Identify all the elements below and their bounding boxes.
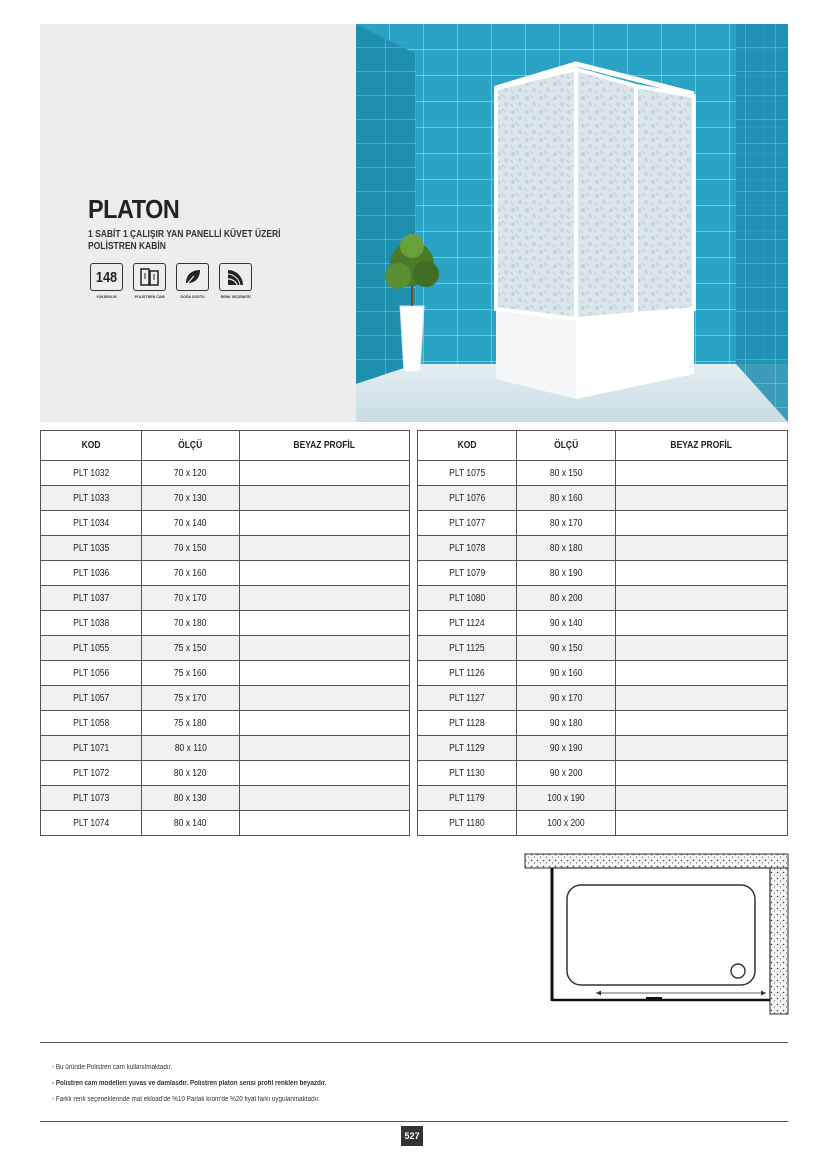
cell-beyaz-profil (616, 461, 788, 486)
cell-olcu: 80 x 130 (142, 786, 240, 811)
table-row (418, 711, 788, 736)
table-row (41, 761, 410, 786)
cell-beyaz-profil (240, 586, 410, 611)
cell-kod: PLT 1071 (41, 736, 142, 761)
cell-beyaz-profil (616, 761, 788, 786)
cell-beyaz-profil (616, 786, 788, 811)
cell-beyaz-profil (240, 661, 410, 686)
table-row (41, 636, 410, 661)
feature-color (217, 263, 254, 299)
cell-beyaz-profil (616, 711, 788, 736)
cell-olcu: 100 x 200 (517, 811, 616, 836)
cell-olcu: 70 x 170 (142, 586, 240, 611)
table-row (418, 586, 788, 611)
divider-top (40, 1042, 788, 1043)
cell-olcu: 90 x 160 (517, 661, 616, 686)
cell-beyaz-profil (240, 786, 410, 811)
cell-beyaz-profil (240, 486, 410, 511)
table-row (41, 686, 410, 711)
table-row (41, 586, 410, 611)
cell-beyaz-profil (240, 461, 410, 486)
table-row (418, 636, 788, 661)
cell-beyaz-profil (616, 661, 788, 686)
cell-beyaz-profil (616, 811, 788, 836)
cell-beyaz-profil (240, 736, 410, 761)
product-photo (356, 24, 788, 422)
cell-beyaz-profil (616, 511, 788, 536)
cell-kod: PLT 1035 (41, 536, 142, 561)
cell-beyaz-profil (616, 636, 788, 661)
cell-kod: PLT 1055 (41, 636, 142, 661)
table-row (418, 511, 788, 536)
cell-olcu: 70 x 160 (142, 561, 240, 586)
cell-olcu: 70 x 120 (142, 461, 240, 486)
cell-olcu: 80 x 140 (142, 811, 240, 836)
cell-olcu: 70 x 140 (142, 511, 240, 536)
feature-height-label: YÜKSEKLİK (96, 294, 117, 299)
table-row (41, 511, 410, 536)
cell-olcu: 80 x 110 (142, 736, 240, 761)
cell-kod: PLT 1072 (41, 761, 142, 786)
table-header-row (418, 431, 788, 461)
height-148-icon (90, 263, 123, 291)
cell-kod: PLT 1077 (418, 511, 517, 536)
cell-beyaz-profil (616, 586, 788, 611)
feature-eco (174, 263, 211, 299)
cell-beyaz-profil (616, 536, 788, 561)
cell-kod: PLT 1078 (418, 536, 517, 561)
cell-kod: PLT 1038 (41, 611, 142, 636)
cell-kod: PLT 1080 (418, 586, 517, 611)
table-header-row (41, 431, 410, 461)
cell-kod: PLT 1075 (418, 461, 517, 486)
cell-olcu: 75 x 170 (142, 686, 240, 711)
installation-diagram (524, 853, 789, 1015)
col-olcu: ÖLÇÜ (142, 431, 240, 461)
note-3: - Farklı renk seçeneklerinde mat ekload'de %10 Parlak krom'de %20 fiyat farkı uygulanmaktadır. (52, 1096, 320, 1103)
cell-beyaz-profil (616, 561, 788, 586)
cell-kod: PLT 1179 (418, 786, 517, 811)
product-title: PLATON (88, 194, 180, 224)
cell-kod: PLT 1130 (418, 761, 517, 786)
cell-olcu: 90 x 150 (517, 636, 616, 661)
subtitle-line-1: 1 SABİT 1 ÇALIŞIR YAN PANELLİ KÜVET ÜZERİ (88, 229, 281, 240)
table-row (41, 811, 410, 836)
cell-olcu: 75 x 150 (142, 636, 240, 661)
cell-kod: PLT 1128 (418, 711, 517, 736)
cell-kod: PLT 1127 (418, 686, 517, 711)
feature-color-label: RENK SEÇENEĞİ (220, 294, 251, 299)
cell-kod: PLT 1036 (41, 561, 142, 586)
feature-height (88, 263, 125, 299)
feature-polistren-label: POLİSTREN CAM (134, 294, 165, 299)
feature-height-value: 148 (95, 268, 118, 286)
table-row (41, 661, 410, 686)
table-row (418, 536, 788, 561)
cell-beyaz-profil (240, 611, 410, 636)
cell-beyaz-profil (616, 486, 788, 511)
cell-olcu: 100 x 190 (517, 786, 616, 811)
divider-bottom (40, 1121, 788, 1122)
cell-kod: PLT 1056 (41, 661, 142, 686)
cell-beyaz-profil (616, 686, 788, 711)
table-row (418, 561, 788, 586)
spec-table-left (40, 430, 410, 836)
subtitle-line-2: POLİSTREN KABİN (88, 241, 166, 252)
cell-olcu: 75 x 160 (142, 661, 240, 686)
table-row (41, 786, 410, 811)
eco-leaf-icon (176, 263, 209, 291)
color-options-icon (219, 263, 252, 291)
cell-beyaz-profil (616, 736, 788, 761)
cell-kod: PLT 1058 (41, 711, 142, 736)
feature-icons (88, 263, 254, 299)
product-subtitle (88, 229, 309, 253)
cell-olcu: 70 x 130 (142, 486, 240, 511)
page-number: 527 (401, 1126, 423, 1146)
cell-beyaz-profil (240, 711, 410, 736)
cell-kod: PLT 1076 (418, 486, 517, 511)
cell-olcu: 80 x 170 (517, 511, 616, 536)
note-2: - Polistren cam modelleri yuvas ve damlasdır. Polistren platon serisi profil renkleri beyazdır. (52, 1080, 327, 1087)
polistren-cam-icon (133, 263, 166, 291)
table-row (418, 736, 788, 761)
table-row (418, 811, 788, 836)
cell-beyaz-profil (240, 561, 410, 586)
table-row (41, 486, 410, 511)
table-row (41, 461, 410, 486)
cell-kod: PLT 1079 (418, 561, 517, 586)
col-kod: KOD (41, 431, 142, 461)
cell-kod: PLT 1057 (41, 686, 142, 711)
table-row (418, 461, 788, 486)
cell-olcu: 80 x 120 (142, 761, 240, 786)
table-row (418, 486, 788, 511)
table-row (41, 711, 410, 736)
feature-eco-label: DOĞA DOSTU (180, 294, 205, 299)
cell-olcu: 90 x 200 (517, 761, 616, 786)
cell-kod: PLT 1073 (41, 786, 142, 811)
cell-olcu: 70 x 150 (142, 536, 240, 561)
spec-table-right (417, 430, 788, 836)
cell-olcu: 80 x 190 (517, 561, 616, 586)
cell-olcu: 80 x 200 (517, 586, 616, 611)
cell-beyaz-profil (240, 811, 410, 836)
footnotes (52, 1060, 357, 1108)
table-row (41, 611, 410, 636)
cell-olcu: 80 x 150 (517, 461, 616, 486)
cell-kod: PLT 1125 (418, 636, 517, 661)
col-olcu: ÖLÇÜ (517, 431, 616, 461)
table-row (418, 611, 788, 636)
cell-beyaz-profil (240, 511, 410, 536)
cell-kod: PLT 1180 (418, 811, 517, 836)
table-row (418, 761, 788, 786)
table-row (418, 661, 788, 686)
cell-kod: PLT 1032 (41, 461, 142, 486)
cell-beyaz-profil (616, 611, 788, 636)
cell-kod: PLT 1074 (41, 811, 142, 836)
cell-beyaz-profil (240, 636, 410, 661)
cell-kod: PLT 1129 (418, 736, 517, 761)
table-row (41, 561, 410, 586)
cell-kod: PLT 1034 (41, 511, 142, 536)
col-beyaz-profil: BEYAZ PROFİL (616, 431, 788, 461)
cell-beyaz-profil (240, 536, 410, 561)
table-row (41, 736, 410, 761)
cell-olcu: 80 x 180 (517, 536, 616, 561)
cell-olcu: 90 x 170 (517, 686, 616, 711)
note-1: - Bu üründe Polistren cam kullanılmaktadır. (52, 1064, 173, 1071)
cell-kod: PLT 1033 (41, 486, 142, 511)
cell-beyaz-profil (240, 761, 410, 786)
cell-kod: PLT 1126 (418, 661, 517, 686)
feature-polistren (131, 263, 168, 299)
cell-beyaz-profil (240, 686, 410, 711)
col-kod: KOD (418, 431, 517, 461)
cell-kod: PLT 1037 (41, 586, 142, 611)
col-beyaz-profil: BEYAZ PROFİL (240, 431, 410, 461)
cell-olcu: 90 x 140 (517, 611, 616, 636)
cell-olcu: 80 x 160 (517, 486, 616, 511)
table-row (41, 536, 410, 561)
cell-olcu: 90 x 180 (517, 711, 616, 736)
cell-olcu: 90 x 190 (517, 736, 616, 761)
cell-kod: PLT 1124 (418, 611, 517, 636)
table-row (418, 786, 788, 811)
table-row (418, 686, 788, 711)
cell-olcu: 70 x 180 (142, 611, 240, 636)
cell-olcu: 75 x 180 (142, 711, 240, 736)
